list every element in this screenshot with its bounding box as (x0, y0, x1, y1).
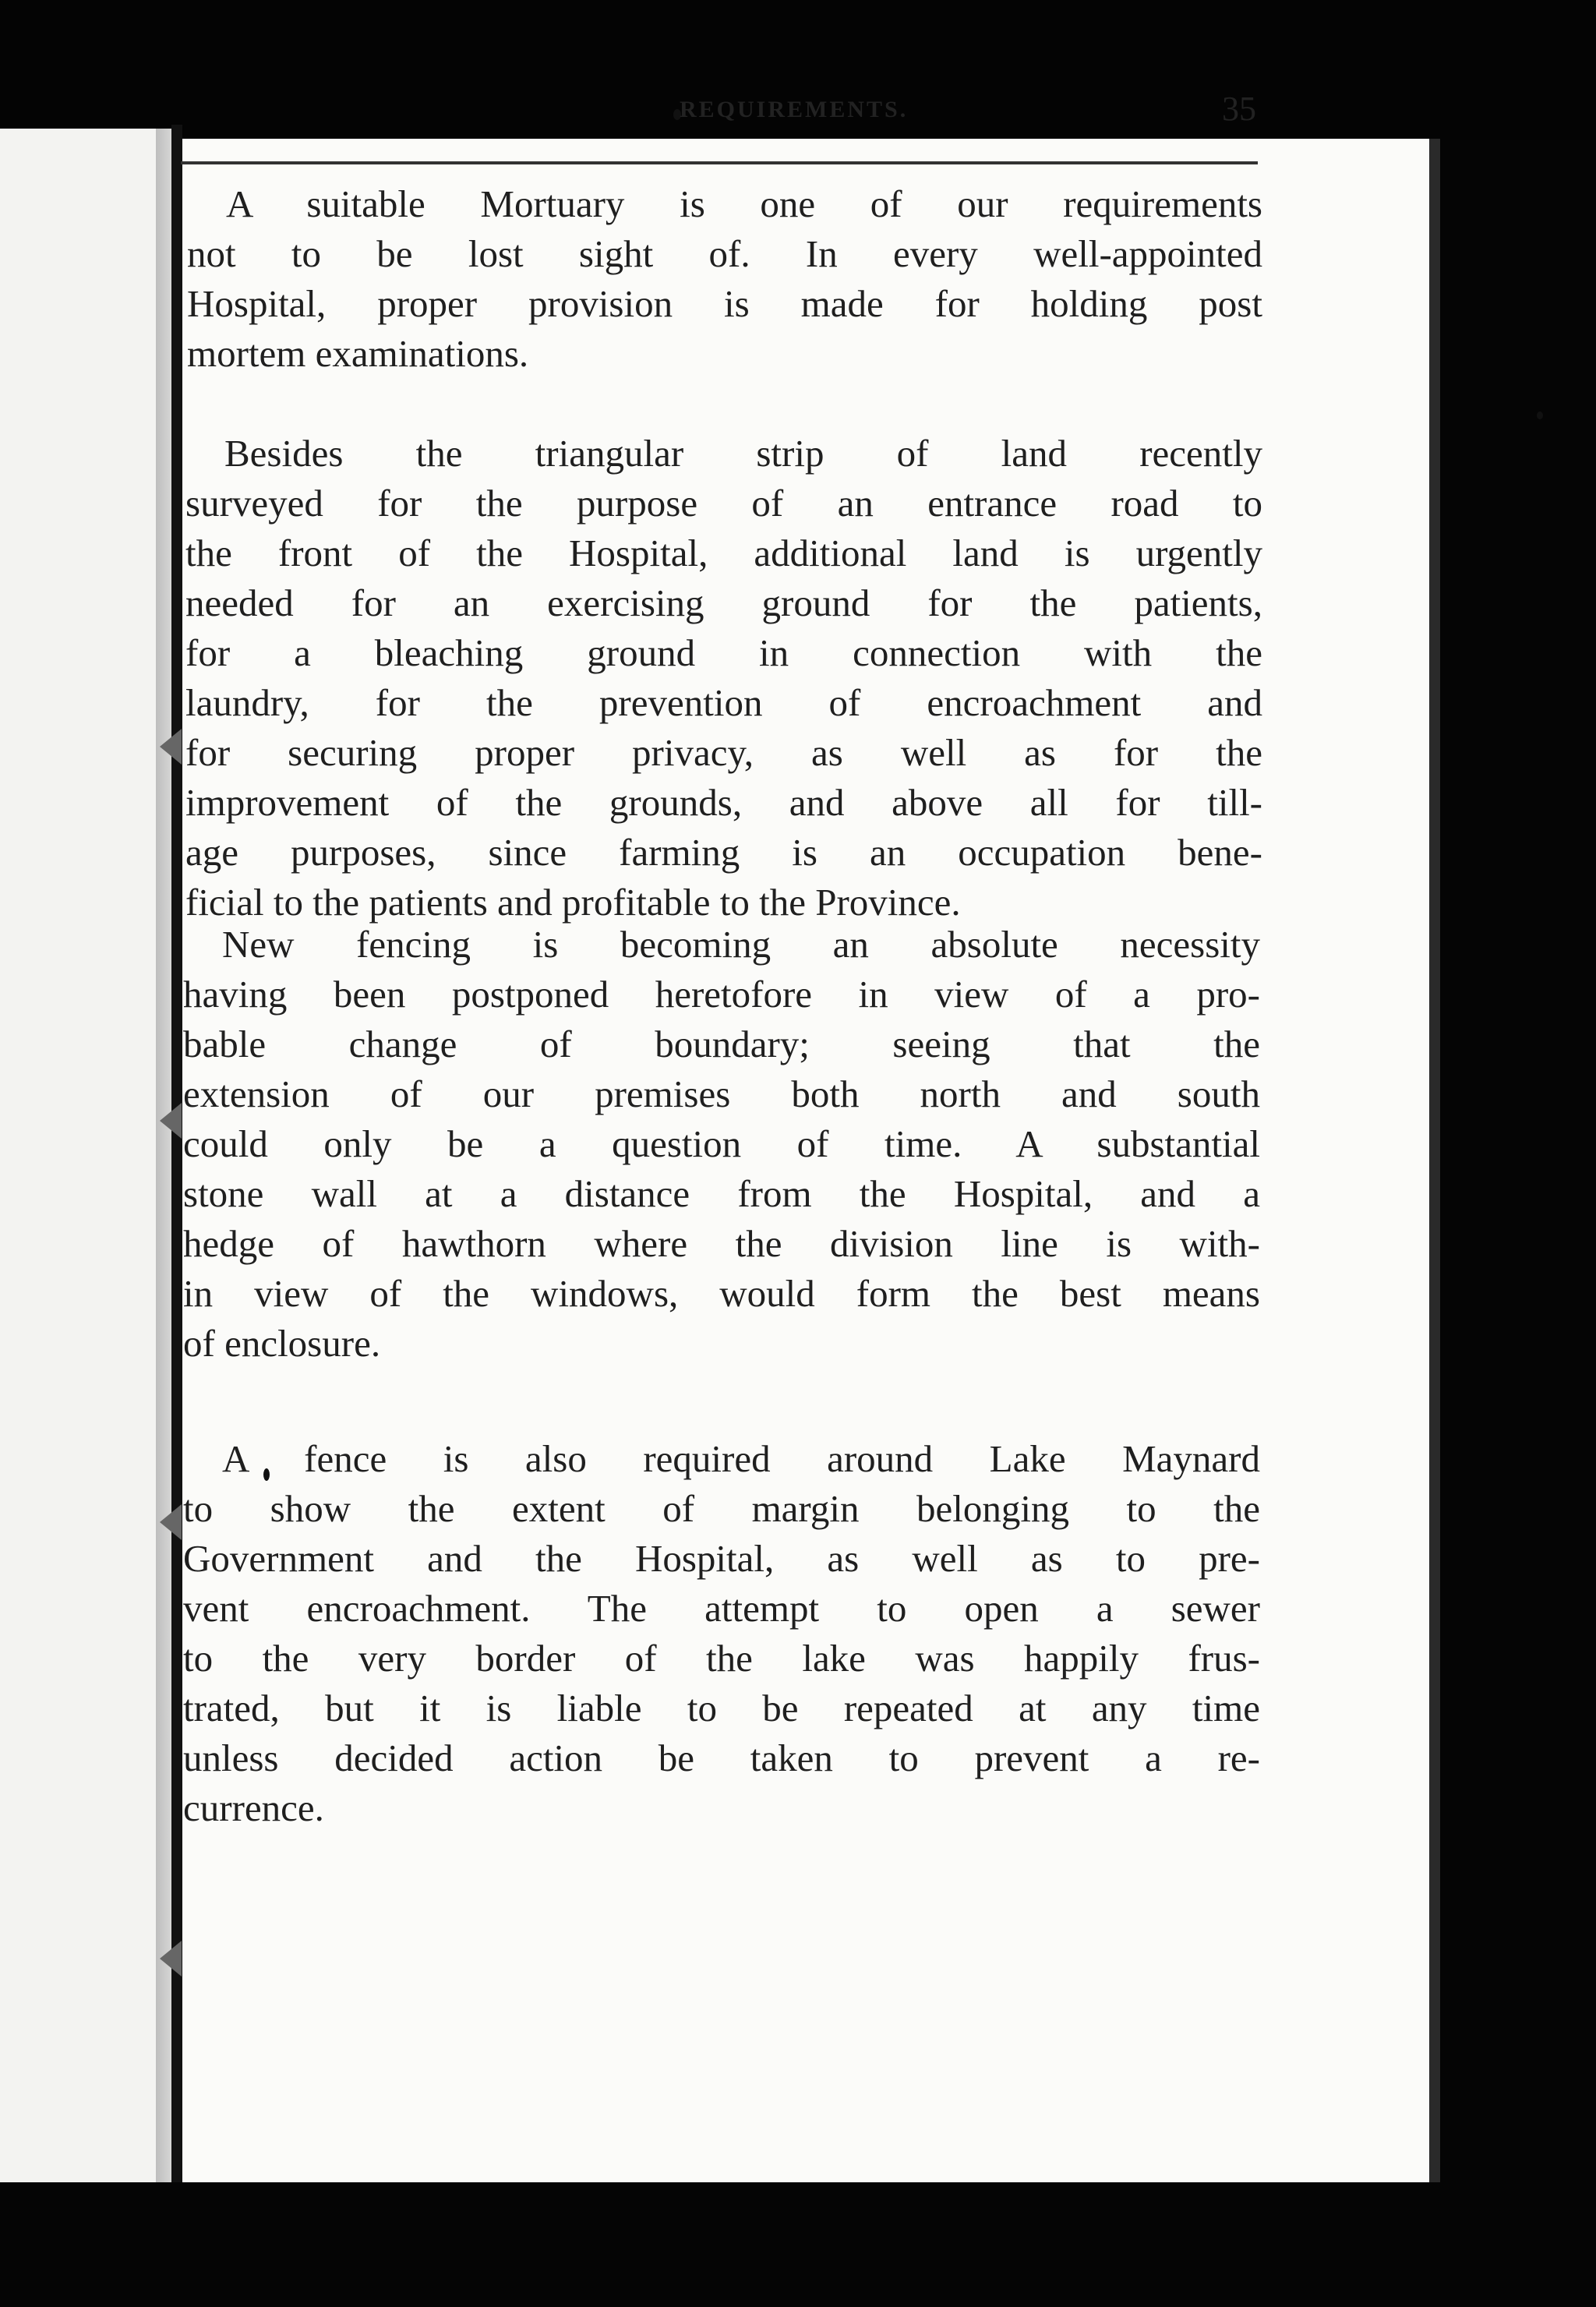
header-rule (181, 161, 1258, 164)
text-line: ficial to the patients and profitable to the Province. (185, 881, 961, 924)
paragraph-fencing (183, 920, 1260, 1369)
text-line: Hospital, proper provision is made for holding post (187, 282, 1262, 325)
text-line: currence. (183, 1786, 324, 1829)
text-line: of enclosure. (183, 1322, 381, 1365)
text-line: A suitable Mortuary is one of our requirements (226, 182, 1262, 225)
text-line: for securing proper privacy, as well as for the (185, 731, 1262, 774)
text-line: to the very border of the lake was happily frus- (183, 1637, 1260, 1680)
text-line: Besides the triangular strip of land recently (224, 432, 1262, 475)
scan-background-bottom (0, 2182, 1596, 2307)
text-line: vent encroachment. The attempt to open a sewer (183, 1587, 1260, 1630)
text-line: could only be a question of time. A substantial (183, 1122, 1260, 1165)
text-line: needed for an exercising ground for the patients, (185, 581, 1262, 624)
paragraph-lake-fence (183, 1434, 1260, 1833)
page-header (181, 89, 1256, 143)
text-line: laundry, for the prevention of encroachment and (185, 681, 1262, 724)
text-line: mortem examinations. (187, 332, 529, 375)
text-line: bable change of boundary; seeing that the (183, 1023, 1260, 1065)
text-line: age purposes, since farming is an occupation bene- (185, 831, 1262, 874)
text-line: stone wall at a distance from the Hospital, and a (183, 1172, 1260, 1215)
ink-speck (1537, 412, 1543, 419)
text-line: Government and the Hospital, as well as to pre- (183, 1537, 1260, 1580)
text-line: hedge of hawthorn where the division line is with- (183, 1222, 1260, 1265)
text-line: having been postponed heretofore in view of a pro- (183, 973, 1260, 1016)
text-line: the front of the Hospital, additional land is urgently (185, 532, 1262, 574)
text-line: improvement of the grounds, and above all for till- (185, 781, 1262, 824)
text-line: A fence is also required around Lake Maynard (222, 1437, 1260, 1480)
text-line: not to be lost sight of. In every well-appointed (187, 232, 1262, 275)
paragraph-land (185, 429, 1262, 927)
text-line: unless decided action be taken to prevent a re- (183, 1736, 1260, 1779)
text-line: New fencing is becoming an absolute necessity (222, 923, 1260, 966)
book-gutter (171, 125, 182, 2182)
text-line: surveyed for the purpose of an entrance road to (185, 482, 1262, 525)
text-line: trated, but it is liable to be repeated at any time (183, 1687, 1260, 1729)
paragraph-mortuary (187, 179, 1262, 379)
facing-page-edge (0, 129, 172, 2182)
text-line: to show the extent of margin belonging to the (183, 1487, 1260, 1530)
text-line: in view of the windows, would form the best means (183, 1272, 1260, 1315)
text-line: extension of our premises both north and south (183, 1072, 1260, 1115)
scan-background-right (1440, 140, 1596, 2182)
text-line: for a bleaching ground in connection with the (185, 631, 1262, 674)
page-number: 35 (1222, 90, 1256, 128)
running-head: REQUIREMENTS. (680, 97, 909, 122)
